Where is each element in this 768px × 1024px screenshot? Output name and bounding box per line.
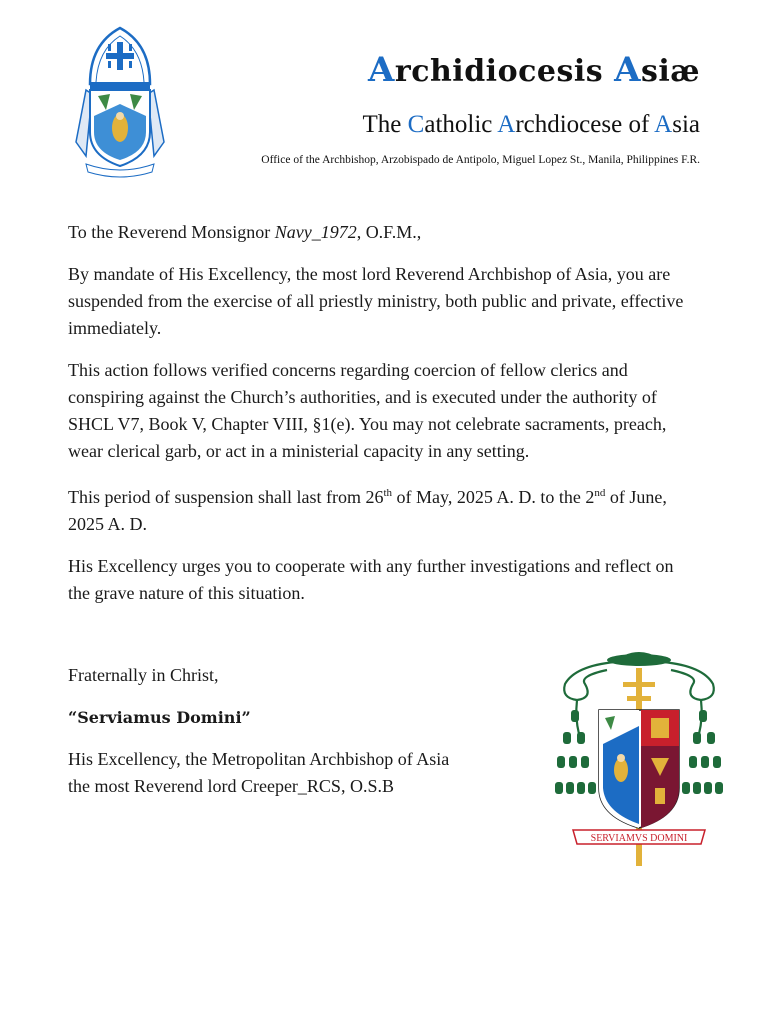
paragraph-reason: This action follows verified concerns regarding coercion of fellow clerics and conspiring against the Church’s authorities, and is executed under the authority of SHCL V7, Book V, Chapter VIII, §1(e). You may not celebrate sacraments, preach, wear clerical garb, or act in a ministerial capacity in any setting. bbox=[68, 360, 667, 461]
archbishop-coat-of-arms bbox=[555, 648, 723, 868]
letterhead bbox=[261, 50, 700, 166]
motto: “Serviamus Domini” bbox=[68, 708, 251, 727]
paragraph-urge: His Excellency urges you to cooperate with any further investigations and reflect on the grave nature of this situation. bbox=[68, 556, 674, 603]
motto-scroll-text: SERVIAMVS DOMINI bbox=[590, 833, 688, 844]
paragraph-mandate: By mandate of His Excellency, the most lord Reverend Archbishop of Asia, you are suspended from the exercise of all priestly ministry, both public and private, effective immediately. bbox=[68, 264, 684, 338]
archdiocese-coat-of-arms bbox=[68, 24, 172, 178]
salutation: To the Reverend Monsignor Navy_1972, O.F.M., bbox=[68, 222, 422, 242]
signature-block: His Excellency, the Metropolitan Archbishop of Asia the most Reverend lord Creeper_RCS, O.S.B bbox=[68, 749, 450, 796]
letterhead-subtitle: The Catholic Archdiocese of Asia bbox=[362, 111, 700, 138]
closing: Fraternally in Christ, bbox=[68, 665, 219, 685]
office-address: Office of the Archbishop, Arzobispado de Antipolo, Miguel Lopez St., Manila, Philippines F.R. bbox=[261, 154, 700, 166]
letterhead-title: Archidiocesis Asiæ bbox=[368, 50, 700, 90]
paragraph-period: This period of suspension shall last from 26th of May, 2025 A. D. to the 2nd of June, 2025 A. D. bbox=[68, 487, 667, 534]
recipient-name: Navy_1972 bbox=[274, 222, 357, 242]
